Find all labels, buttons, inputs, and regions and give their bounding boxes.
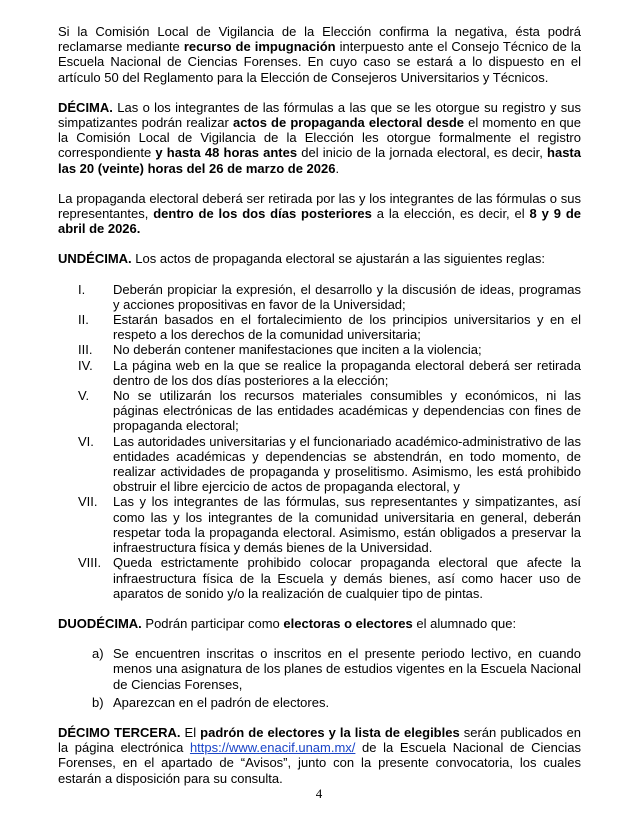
clause-decimo-tercera: DÉCIMO TERCERA. El padrón de electores y la lista de elegibles serán publicados en la página electrónica https://www.enacif.unam.mx/ de la Escuela Nacional de Ciencias Forenses, en el apartado de “Avisos”, junto con la presente convocatoria, los cuales estarán a disposición para su consulta. — [58, 724, 581, 786]
clause-heading: UNDÉCIMA. — [58, 251, 132, 267]
list-item: a) Se encuentren inscritas o inscritos en el presente periodo lectivo, en cuando menos una asignatura de los planes de estudios vigentes en la Escuela Nacional de Ciencias Forenses, — [92, 646, 581, 692]
list-item: I. Deberán propiciar la expresión, el desarrollo y la discusión de ideas, programas y acciones propositivas en favor de la Universidad; — [78, 281, 581, 312]
list-item: II. Estarán basados en el fortalecimiento de los principios universitarios y en el respeto a los derechos de la comunidad universitaria; — [78, 312, 581, 343]
page-number: 4 — [315, 786, 323, 801]
clause-duodecima: DUODÉCIMA. Podrán participar como electoras o electores el alumnado que: — [58, 615, 517, 631]
list-item: b) Aparezcan en el padrón de electores. — [92, 694, 330, 710]
document-body — [58, 24, 581, 786]
clause-heading: DUODÉCIMA. — [58, 615, 142, 631]
list-item: VI. Las autoridades universitarias y el funcionariado académico-administrativo de las entidades académicas y dependencias se abstendrán, en todo momento, de realizar actividades de propaganda y proselitismo. Asimismo, les está prohibido obstruir el libre ejercicio de actos de propaganda electoral, y — [78, 433, 581, 495]
clause-heading: DÉCIMO TERCERA. — [58, 724, 181, 740]
list-item: VIII. Queda estrictamente prohibido colocar propaganda electoral que afecte la infraestructura física de la Escuela y demás bienes, así como hacer uso de aparatos de sonido y/o la realización de cualquier tipo de pintas. — [78, 555, 581, 601]
clause-decima: DÉCIMA. Las o los integrantes de las fórmulas a las que se les otorgue su registro y sus simpatizantes podrán realizar actos de propaganda electoral desde el momento en que la Comisión Local de Vigilancia de la Elección les otorgue formalmente el registro correspondiente y hasta 48 horas antes del inicio de la jornada electoral, es decir, hasta las 20 (veinte) horas del 26 de marzo de 2026. — [58, 99, 582, 176]
clause-undecima: UNDÉCIMA. Los actos de propaganda electoral se ajustarán a las siguientes reglas: — [58, 251, 546, 267]
rules-list — [58, 282, 581, 601]
enacif-website-link[interactable]: https://www.enacif.unam.mx/ — [189, 740, 356, 756]
list-item: V. No se utilizarán los recursos materiales consumibles y económicos, ni las páginas electrónicas de las entidades académicas y dependencias con fines de propaganda electoral; — [78, 388, 581, 434]
requirements-list — [58, 646, 581, 710]
paragraph-impugnacion: Si la Comisión Local de Vigilancia de la Elección confirma la negativa, ésta podrá reclamarse mediante recurso de impugnación interpuesto ante el Consejo Técnico de la Escuela Nacional de Ciencias Forenses. En cuyo caso se estará a lo dispuesto en el artículo 50 del Reglamento para la Elección de Consejeros Universitarios y Técnicos. — [58, 24, 581, 85]
list-item: III. No deberán contener manifestaciones que inciten a la violencia; — [78, 342, 482, 358]
clause-heading: DÉCIMA. — [58, 99, 113, 115]
paragraph-retiro-propaganda: La propaganda electoral deberá ser retirada por las y los integrantes de las fórmulas o sus representantes, dentro de los dos días posteriores a la elección, es decir, el 8 y 9 de abril de 2026. — [58, 190, 581, 237]
list-item: IV. La página web en la que se realice la propaganda electoral deberá ser retirada dentro de los dos días posteriores a la elección; — [78, 357, 581, 388]
list-item: VII. Las y los integrantes de las fórmulas, sus representantes y simpatizantes, así como las y los integrantes de la comunidad universitaria en general, deberán respetar toda la propaganda electoral. Asimismo, están obligados a preservar la infraestructura física y demás bienes de la Universidad. — [78, 494, 581, 556]
